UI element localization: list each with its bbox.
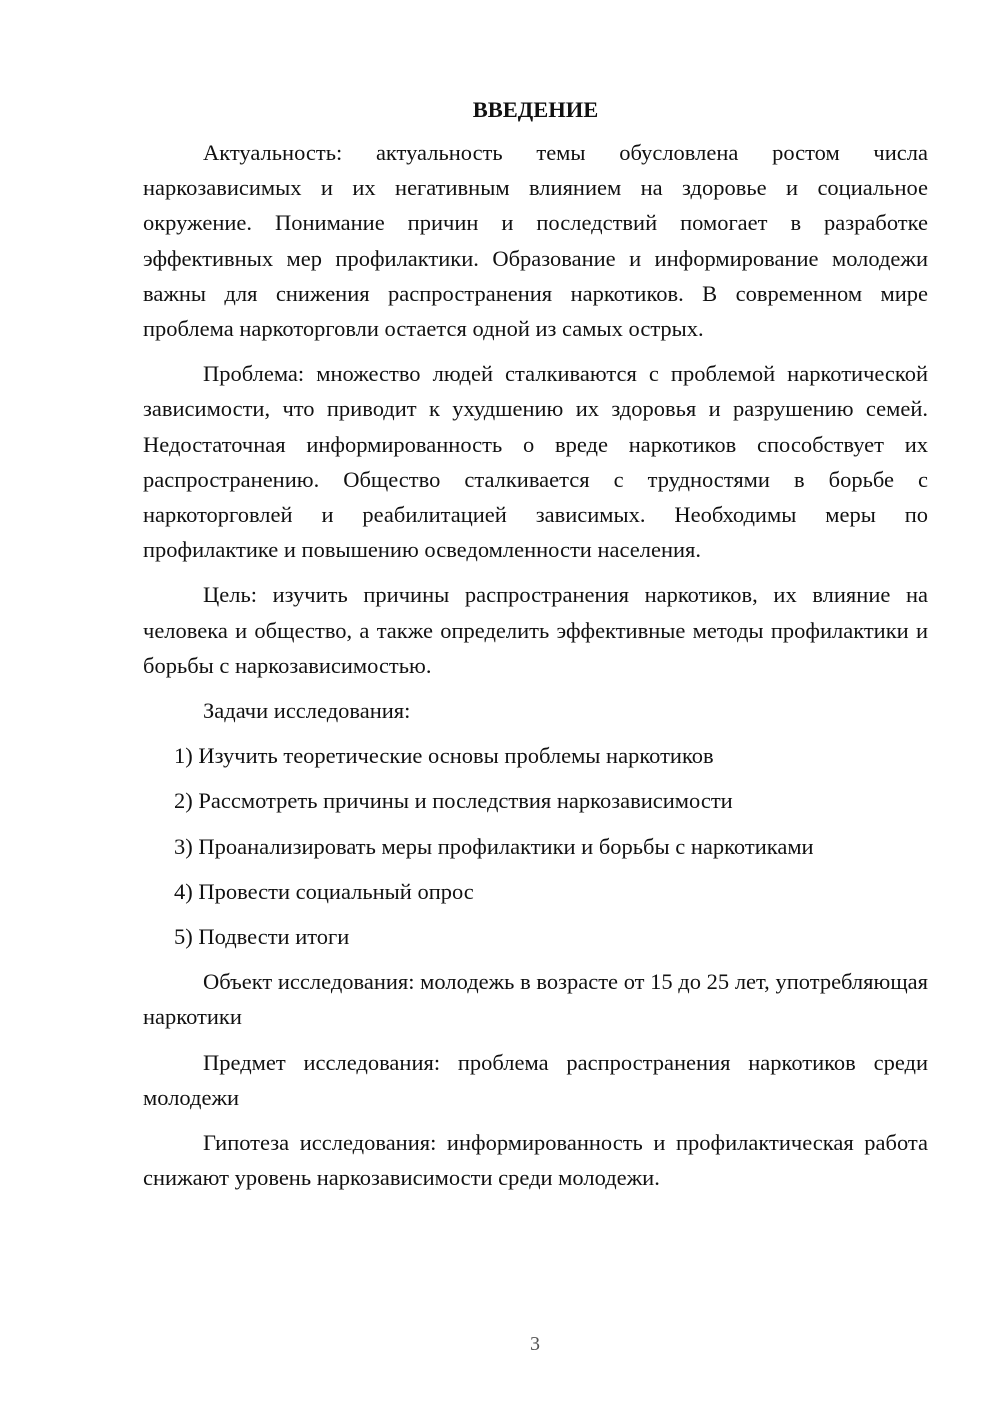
task-item-4: 4) Провести социальный опрос (174, 878, 474, 904)
hypothesis-paragraph: Гипотеза исследования: информированность и профилактическая работа снижают уровень наркозависимости среди молодежи. (143, 1130, 928, 1191)
task-item-2: 2) Рассмотреть причины и последствия наркозависимости (174, 788, 733, 814)
section-title: ВВЕДЕНИЕ (472, 97, 599, 122)
page-number: 3 (530, 1333, 540, 1355)
relevance-paragraph: Актуальность: актуальность темы обусловлена ростом числа наркозависимых и их негативным влиянием на здоровье и социальное окружение. Понимание причин и последствий помогает в разработке эффективных мер профилактики. Образование и информирование молодежи важны для снижения распространения наркотиков. В современном мире проблема наркоторговли остается одной из самых острых. (143, 140, 928, 342)
task-item-5: 5) Подвести итоги (174, 924, 350, 950)
subject-paragraph: Предмет исследования: проблема распространения наркотиков среди молодежи (143, 1049, 928, 1110)
tasks-label: Задачи исследования: (203, 698, 411, 724)
object-paragraph: Объект исследования: молодежь в возрасте от 15 до 25 лет, употребляющая наркотики (143, 969, 928, 1030)
document-page (143, 95, 928, 1205)
task-item-1: 1) Изучить теоретические основы проблемы наркотиков (174, 743, 714, 769)
problem-paragraph: Проблема: множество людей сталкиваются с проблемой наркотической зависимости, что приводит к ухудшению их здоровья и разрушению семей. Недостаточная информированность о вреде наркотиков способствует их распространению. Общество сталкивается с трудностями в борьбе с наркоторговлей и реабилитацией зависимых. Необходимы меры по профилактике и повышению осведомленности населения. (143, 361, 928, 563)
task-item-3: 3) Проанализировать меры профилактики и борьбы с наркотиками (174, 833, 814, 859)
goal-paragraph: Цель: изучить причины распространения наркотиков, их влияние на человека и общество, а также определить эффективные методы профилактики и борьбы с наркозависимостью. (143, 582, 928, 678)
tasks-list (143, 738, 928, 954)
